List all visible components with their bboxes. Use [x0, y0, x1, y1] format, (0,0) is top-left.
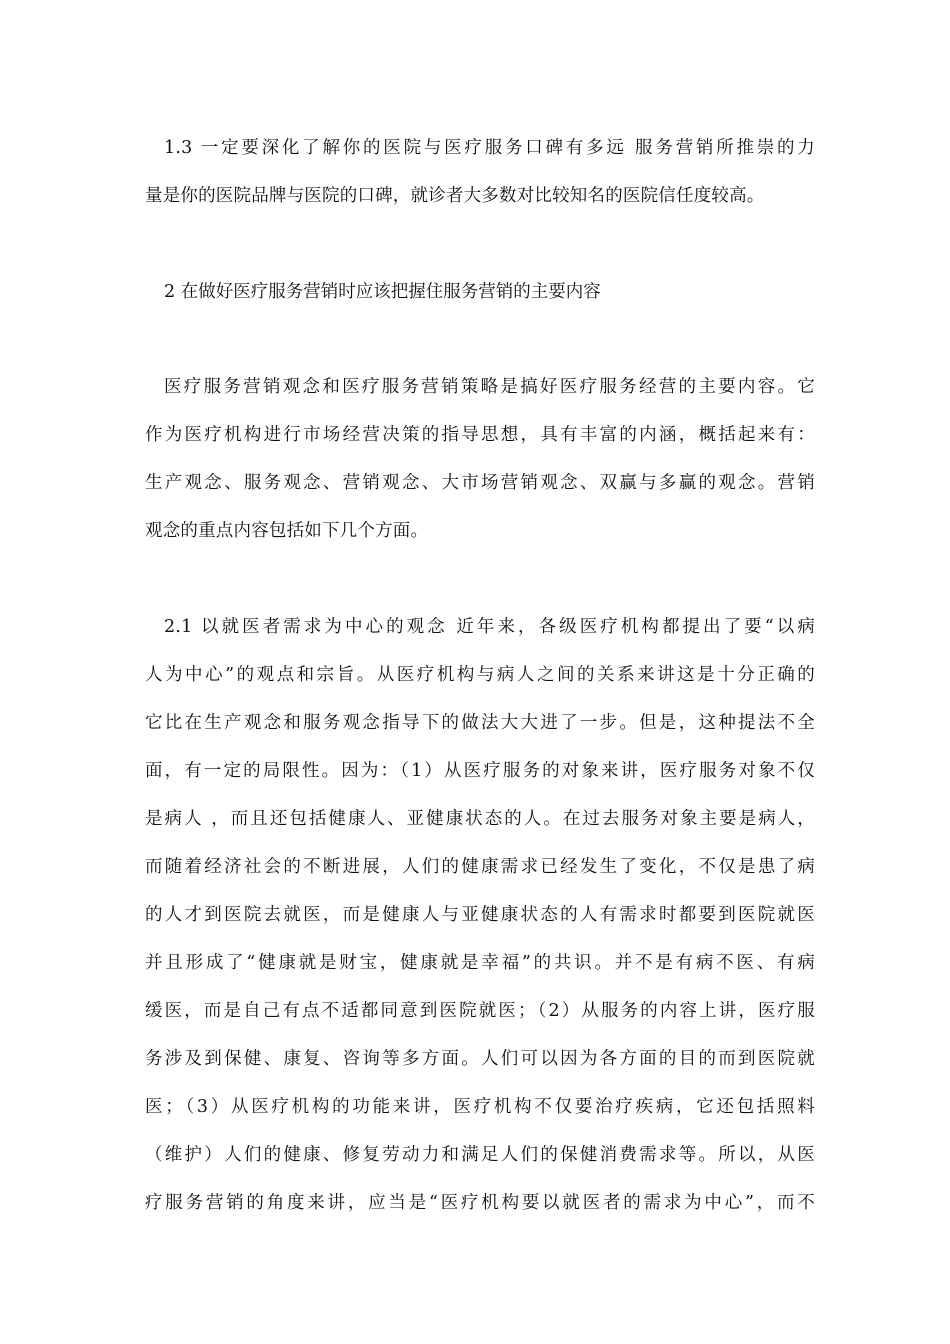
paragraph-1-line-2: 量是你的医院品牌与医院的口碑，就诊者大多数对比较知名的医院信任度较高。 [145, 186, 765, 206]
paragraph-3-line-11: 医；（3）从医疗机构的功能来讲，医疗机构不仅要治疗疾病，它还包括照料 [145, 1097, 815, 1117]
paragraph-3-line-1: 2.1 以就医者需求为中心的观念 近年来，各级医疗机构都提出了要“以病 [164, 617, 815, 637]
paragraph-2-line-3: 生产观念、服务观念、营销观念、大市场营销观念、双赢与多赢的观念。营销 [145, 473, 815, 493]
paragraph-3-line-10: 务涉及到保健、康复、咨询等多方面。人们可以因为各方面的目的而到医院就 [145, 1049, 815, 1069]
paragraph-2-line-2: 作为医疗机构进行市场经营决策的指导思想，具有丰富的内涵，概括起来有： [145, 425, 815, 445]
paragraph-3-line-13: 疗服务营销的角度来讲，应当是“医疗机构要以就医者的需求为中心”，而不 [145, 1193, 815, 1213]
paragraph-3-line-9: 缓医，而是自己有点不适都同意到医院就医；（2）从服务的内容上讲，医疗服 [145, 1001, 815, 1021]
paragraph-3-line-7: 的人才到医院去就医，而是健康人与亚健康状态的人有需求时都要到医院就医 [145, 905, 815, 925]
paragraph-3-line-8: 并且形成了“健康就是财宝，健康就是幸福”的共识。并不是有病不医、有病 [145, 953, 815, 973]
section-heading-2: 2 在做好医疗服务营销时应该把握住服务营销的主要内容 [164, 282, 601, 302]
paragraph-3-line-6: 而随着经济社会的不断进展，人们的健康需求已经发生了变化，不仅是患了病 [145, 857, 815, 877]
paragraph-1-line-1: 1.3 一定要深化了解你的医院与医疗服务口碑有多远 服务营销所推崇的力 [164, 138, 815, 158]
paragraph-2-line-1: 医疗服务营销观念和医疗服务营销策略是搞好医疗服务经营的主要内容。它 [164, 377, 815, 397]
paragraph-3-line-3: 它比在生产观念和服务观念指导下的做法大大进了一步。但是，这种提法不全 [145, 713, 815, 733]
paragraph-3-line-2: 人为中心”的观点和宗旨。从医疗机构与病人之间的关系来讲这是十分正确的 [145, 665, 815, 685]
paragraph-3-line-12: （维护）人们的健康、修复劳动力和满足人们的保健消费需求等。所以，从医 [145, 1145, 815, 1165]
paragraph-2-line-4: 观念的重点内容包括如下几个方面。 [145, 521, 429, 541]
paragraph-3-line-4: 面，有一定的局限性。因为：（1）从医疗服务的对象来讲，医疗服务对象不仅 [145, 761, 815, 781]
paragraph-3-line-5: 是病人 ，而且还包括健康人、亚健康状态的人。在过去服务对象主要是病人， [145, 809, 815, 829]
